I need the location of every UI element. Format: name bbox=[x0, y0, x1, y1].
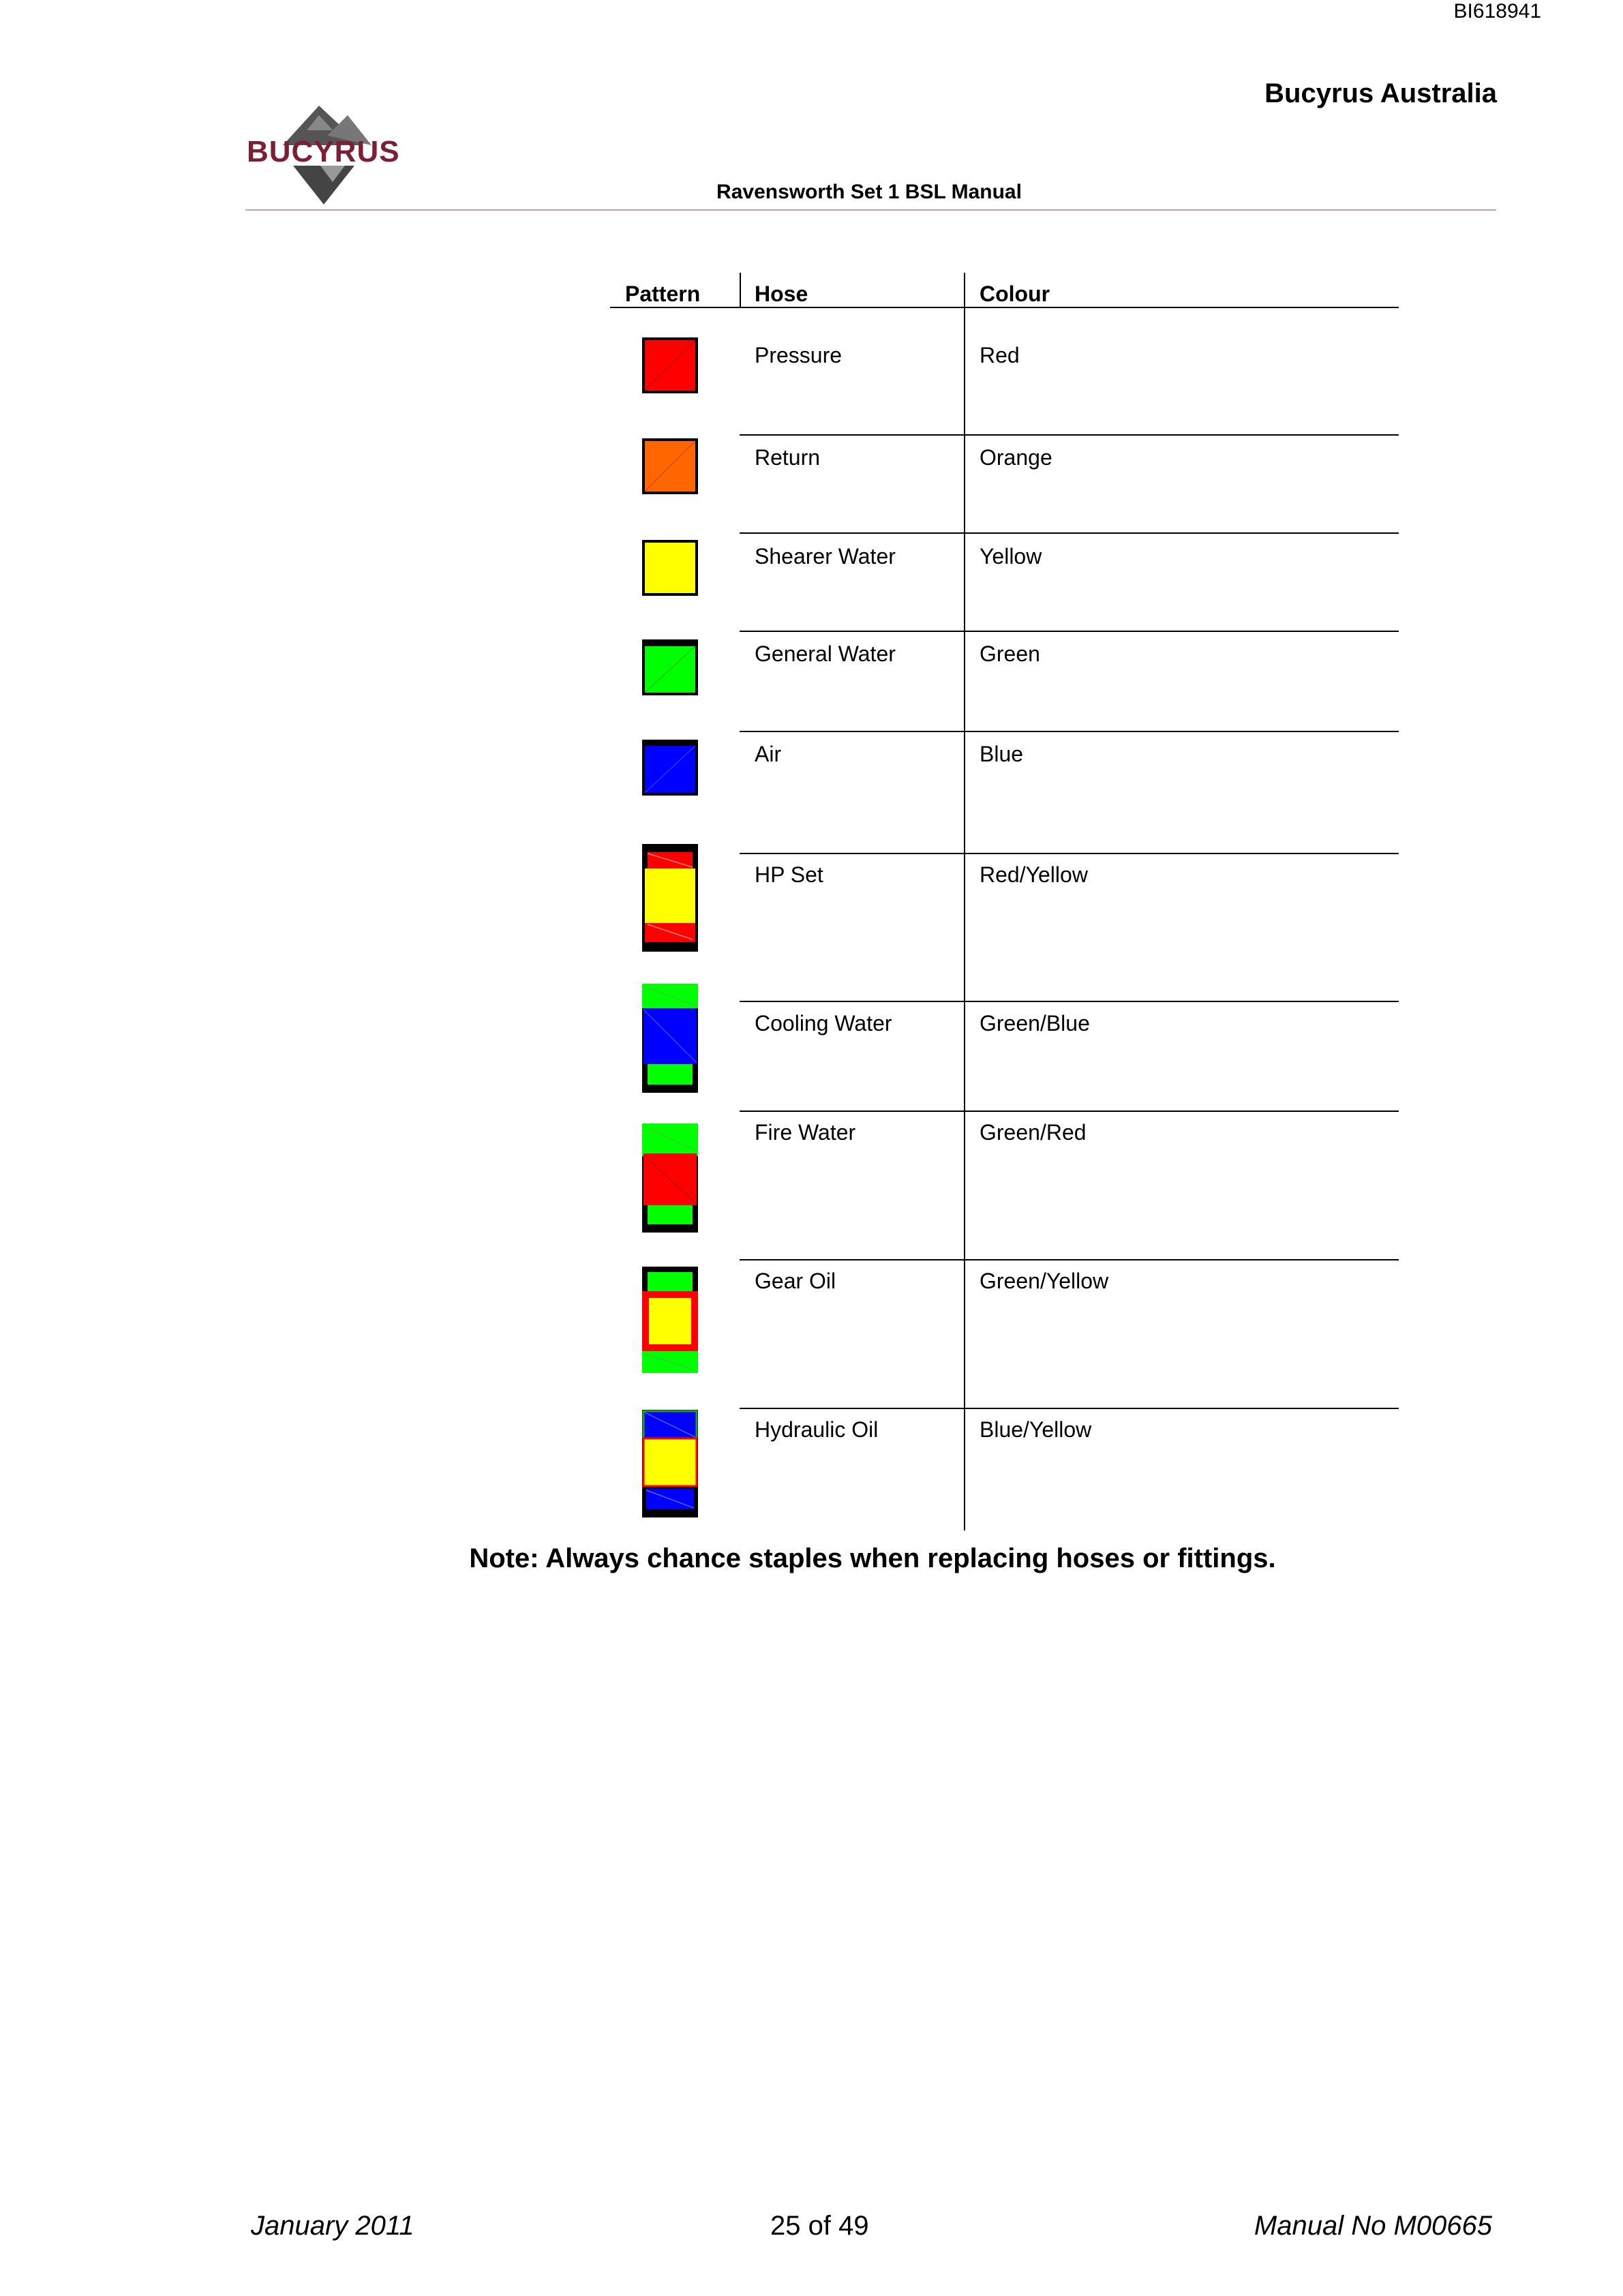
row-separator bbox=[740, 631, 1399, 632]
swatch-graphic bbox=[642, 639, 698, 695]
document-id: BI618941 bbox=[1453, 0, 1541, 22]
column-header-pattern: Pattern bbox=[625, 282, 701, 306]
row-separator bbox=[740, 1408, 1399, 1409]
row-separator bbox=[740, 1111, 1399, 1112]
manual-title: Ravensworth Set 1 BSL Manual bbox=[716, 181, 1022, 203]
swatch-graphic bbox=[642, 984, 698, 1093]
page-number: 25 of 49 bbox=[770, 2211, 869, 2241]
footer-date: January 2011 bbox=[251, 2211, 414, 2241]
hose-name: General Water bbox=[755, 641, 896, 666]
hose-name: Gear Oil bbox=[755, 1269, 836, 1293]
hose-name: Hydraulic Oil bbox=[755, 1417, 879, 1442]
pattern-swatch-hp-set bbox=[642, 844, 698, 952]
hose-colour: Yellow bbox=[980, 544, 1042, 569]
swatch-graphic bbox=[642, 844, 698, 952]
pattern-swatch-hydraulic-oil bbox=[642, 1410, 698, 1517]
row-separator bbox=[740, 853, 1399, 854]
row-separator bbox=[740, 1001, 1399, 1002]
hose-colour: Green/Red bbox=[980, 1120, 1087, 1145]
row-separator bbox=[740, 731, 1399, 732]
swatch-graphic bbox=[642, 740, 698, 796]
row-separator bbox=[740, 532, 1399, 534]
hose-name: Pressure bbox=[755, 343, 843, 367]
hose-colour: Red/Yellow bbox=[980, 862, 1088, 887]
hose-colour: Blue/Yellow bbox=[980, 1417, 1092, 1442]
swatch-graphic bbox=[642, 540, 698, 596]
company-name: Bucyrus Australia bbox=[1264, 78, 1497, 108]
swatch-graphic bbox=[642, 1123, 698, 1233]
pattern-swatch-fire-water bbox=[642, 1123, 698, 1233]
table-column-divider bbox=[964, 273, 965, 1530]
column-header-colour: Colour bbox=[980, 282, 1050, 306]
pattern-swatch-cooling-water bbox=[642, 984, 698, 1093]
row-separator bbox=[740, 434, 1399, 436]
row-separator bbox=[740, 1259, 1399, 1260]
pattern-swatch-shearer-water bbox=[642, 540, 698, 596]
column-header-hose: Hose bbox=[755, 282, 808, 306]
logo-wordmark: BUCYRUS bbox=[247, 135, 400, 168]
hose-name: Cooling Water bbox=[755, 1011, 892, 1036]
pattern-swatch-pressure bbox=[642, 337, 698, 393]
hose-colour: Green/Yellow bbox=[980, 1269, 1109, 1293]
safety-note: Note: Always chance staples when replacing hoses or fittings. bbox=[469, 1543, 1276, 1573]
swatch-graphic bbox=[642, 337, 698, 393]
hose-colour: Green/Blue bbox=[980, 1011, 1090, 1036]
swatch-graphic bbox=[642, 438, 698, 494]
swatch-graphic bbox=[642, 1410, 698, 1517]
hose-colour: Red bbox=[980, 343, 1020, 367]
pattern-swatch-gear-oil bbox=[642, 1267, 698, 1373]
pattern-swatch-return bbox=[642, 438, 698, 494]
hose-colour: Blue bbox=[980, 742, 1024, 766]
table-header-rule bbox=[610, 307, 1399, 308]
hose-name: Fire Water bbox=[755, 1120, 856, 1145]
hose-colour: Green bbox=[980, 641, 1040, 666]
hose-name: Air bbox=[755, 742, 782, 766]
pattern-swatch-general-water bbox=[642, 639, 698, 695]
manual-number: Manual No M00665 bbox=[1254, 2211, 1492, 2241]
hose-name: Return bbox=[755, 445, 821, 470]
pattern-swatch-air bbox=[642, 740, 698, 796]
hose-colour: Orange bbox=[980, 445, 1052, 470]
table-header-divider-1 bbox=[740, 273, 741, 307]
header-divider bbox=[245, 209, 1496, 211]
hose-name: Shearer Water bbox=[755, 544, 896, 569]
swatch-graphic bbox=[642, 1267, 698, 1373]
hose-name: HP Set bbox=[755, 862, 823, 887]
